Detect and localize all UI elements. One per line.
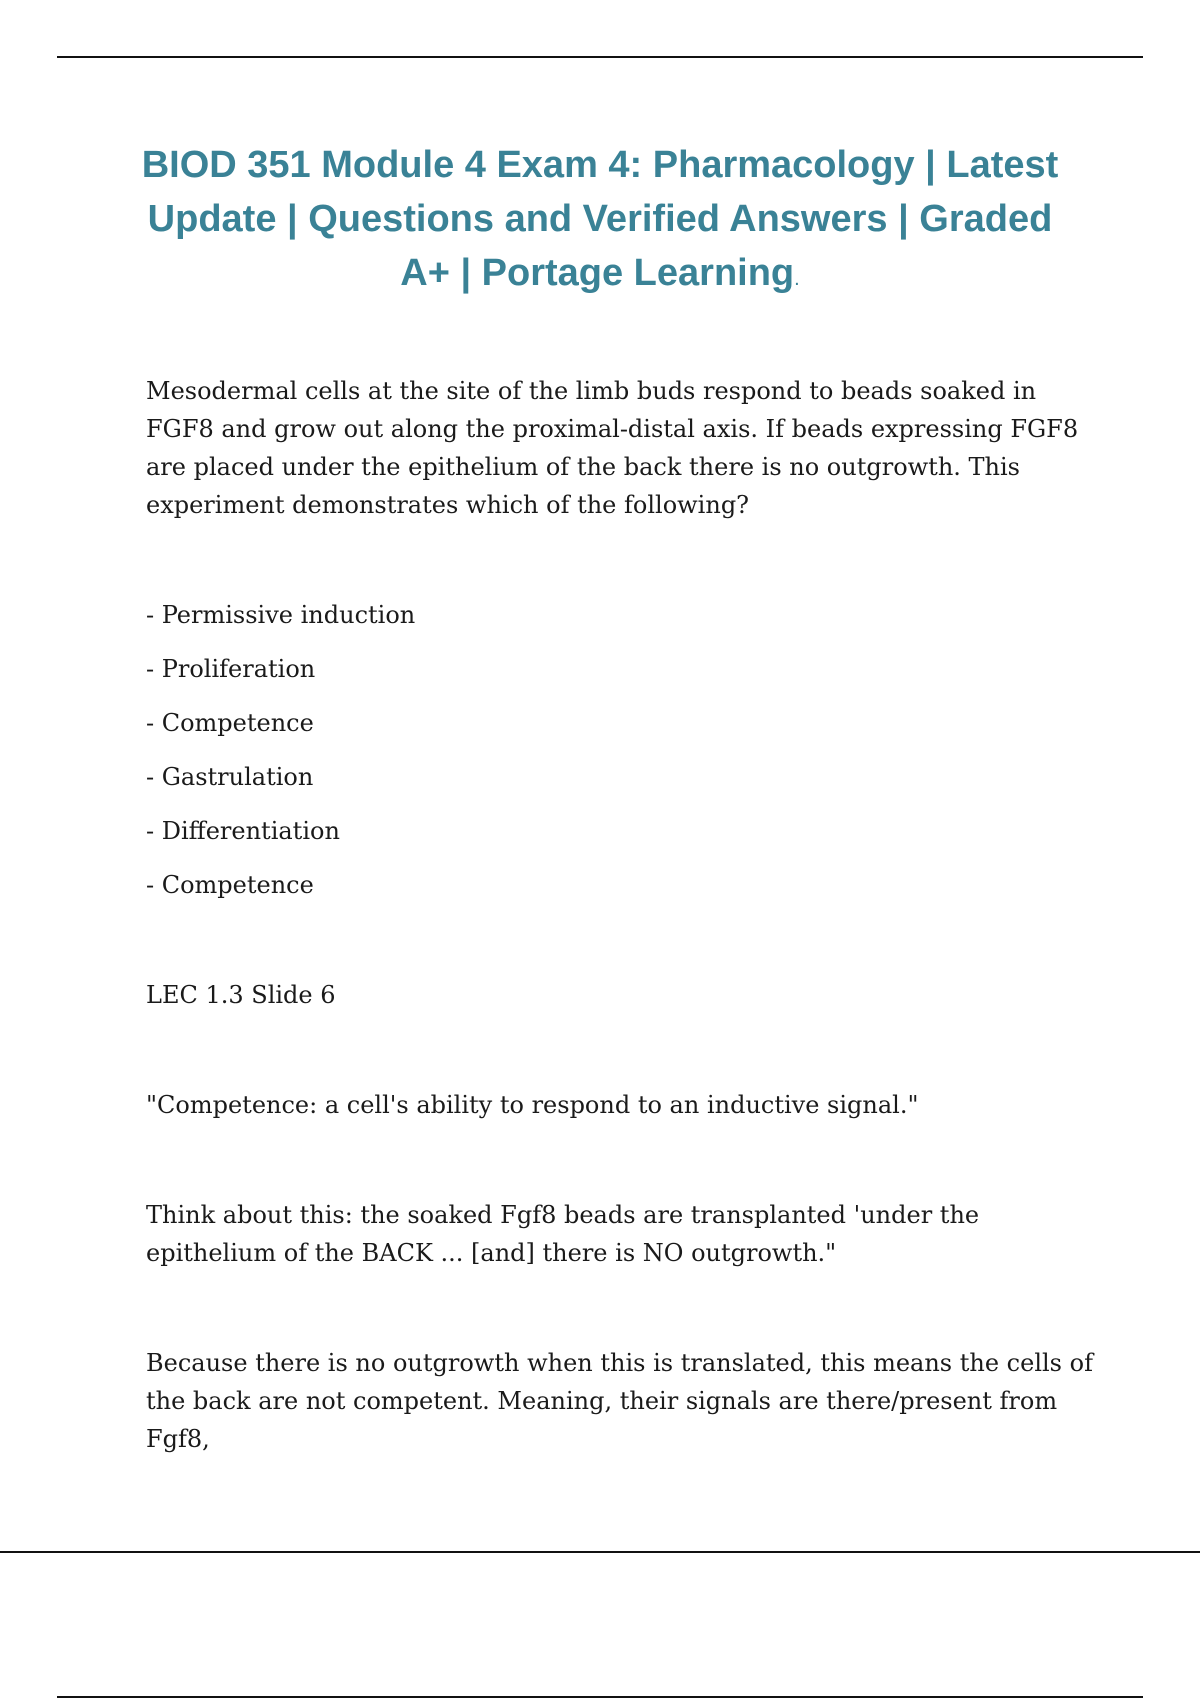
option-item: - Gastrulation — [146, 763, 314, 791]
title-trailing-dot: . — [794, 268, 800, 290]
answer-options — [146, 596, 1096, 904]
option-item: - Permissive induction — [146, 601, 416, 629]
option-item: - Differentiation — [146, 817, 340, 845]
question-text: Mesodermal cells at the site of the limb buds respond to beads soaked in FGF8 and grow out along the proximal-distal axis. If beads expressing FGF8 are placed under the epithelium of the back there is no outgrowth. This experiment demonstrates which of the following? — [146, 377, 1079, 519]
page-break-rule — [0, 1551, 1200, 1553]
bottom-rule — [57, 1696, 1143, 1698]
reference-text: LEC 1.3 Slide 6 — [146, 981, 336, 1009]
explanation-text: Because there is no outgrowth when this is translated, this means the cells of the back are not competent. Meaning, their signals are there/present from Fgf8, — [146, 1349, 1093, 1453]
document-body — [146, 372, 1096, 1458]
option-item: - Proliferation — [146, 655, 316, 683]
think-text: Think about this: the soaked Fgf8 beads are transplanted 'under the epithelium of the BACK ... [and] there is NO outgrowth." — [146, 1201, 980, 1267]
option-item: - Competence — [146, 709, 314, 737]
option-item: - Competence — [146, 871, 314, 899]
definition-text: "Competence: a cell's ability to respond to an inductive signal." — [146, 1091, 919, 1119]
document-title: BIOD 351 Module 4 Exam 4: Pharmacology | Latest Update | Questions and Verified Answers | Graded A+ | Portage Learning. — [141, 144, 1059, 294]
top-rule — [57, 56, 1143, 58]
